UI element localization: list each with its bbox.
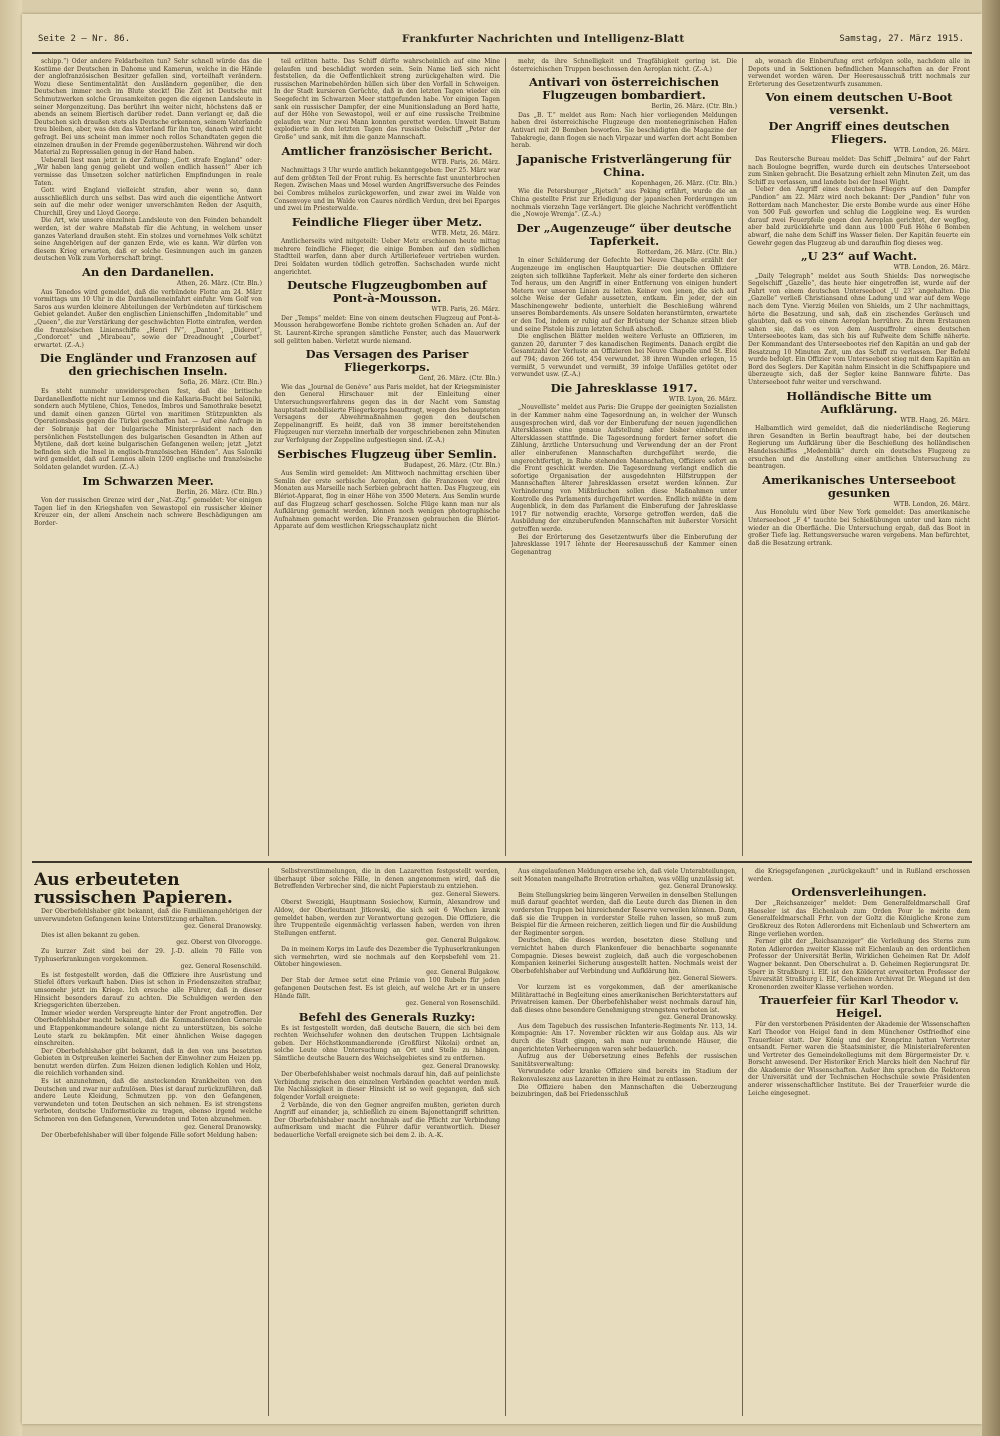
dateline: Athen, 26. März. (Ctr. Bln.) (176, 280, 262, 288)
article-paragraph: Aus eingelaufenen Meldungen ersehe ich, daß viele Unterabteilungen, seit Monaten mangelhafte Brotration erhalten, was völlig unzulässig ist. (511, 868, 737, 883)
article-headline: Ordensverleihungen. (791, 885, 927, 900)
article-headline: Die Engländer und Franzosen auf den griechischen Inseln. (39, 351, 257, 379)
dateline: gez. General Dranowsky. (659, 1014, 737, 1022)
article-paragraph: Der Stab der Armee setzt eine Prämie von 100 Rubeln für jeden gefangenen Deutschen fest. Es ist gleich, auf welche Art er in unsere Hände fällt. (274, 977, 500, 1000)
article-paragraph: Es ist anzunehmen, daß die ansteckenden Krankheiten von den Deutschen und zwar nur aufzulösen. Dies ist darauf zurückzuführen, daß andere Leute Kleidung, Schmutzen pp. von den Gefangenen, verwundeten und toten Deutschen an sich nehmen. Es ist strengstens verboten, deutsche Uniformstücke zu tragen, ebenso irgend welche Schmoren von den Gefangenen, Verwundeten und Toten abzunehmen. (34, 1078, 262, 1124)
article-headline: Der Angriff eines deutschen Fliegers. (768, 119, 950, 147)
section-rule (32, 861, 972, 863)
article-paragraph: „Nouvelliste“ meldet aus Paris: Die Gruppe der geeinigten Sozialisten in der Kammer nahm eine Tagesordnung an, in welcher der Wunsch ausgesprochen wird, daß vor der Einberufung der neuen jugendlichen Altersklassen eine genaue Aufstellung aller bisher einberufenen Altersklassen stattfinde. Die Tagesordnung fordert ferner sofort die Zählung, ärztliche Untersuchung und Verwendung der an der Front aller einberufenen Mannschaften durchgeführt werde, die ungerechtfertigt, in Ruhe stehenden Mannschaften, Offiziere sofort an die Front geschickt werden. Die Tagesordnung verlangt endlich die sofortige Organisation der ausgedehnten Hilfstruppen der Mannschaften älterer Jahresklassen ersetzt werden können. Zur Verhinderung von Mißbräuchen sollen diese Maßnahmen unter Kontrolle des Parlaments durchgeführt werden. Endlich müßte in dem Augenblick, in dem das Parlament die Einberufung der Jahresklasse 1917 für notwendig erachte, Vorsorge getroffen werden, daß die Ausbildung der einzuberufenden Mannschaften mit äußerster Vorsicht getroffen werde. (511, 404, 737, 533)
article-headline: Im Schwarzen Meer. (82, 473, 214, 488)
article-paragraph: ab, wonach die Einberufung erst erfolgen solle, nachdem alle in Depots und in Sektionen befindlichen Mannschaften an der Front verwendet worden wären. Der Heeresausschuß tritt nochmals zur Erörterung des Gesetzentwurfs zusammen. (748, 58, 970, 88)
dateline: gez. General Dranowsky. (184, 923, 262, 931)
article-headline: Aus erbeuteten russischen Papieren. (34, 870, 233, 908)
column-1 (34, 58, 262, 858)
dateline: gez. General Bulgakow. (426, 968, 500, 976)
article-paragraph: Aus dem Tagebuch des russischen Infanterie-Regiments Nr. 113, 14. Kompagnie: Am 17. November rückten wir aus Goldap aus. Als wir durch die Stadt gingen, sah man nur brennende Häuser, die angerichteten Verheerungen waren sehr bedauerlich. (511, 1022, 737, 1053)
dateline: gez. General Siewers. (431, 890, 500, 898)
dateline: gez. General Siewers. (668, 975, 737, 983)
column-4 (748, 58, 970, 858)
newspaper-page (22, 14, 982, 1424)
dateline: Berlin, 26. März. (Ctr. Bln.) (176, 488, 262, 496)
article-paragraph: In einer Schilderung der Gefechte bei Neuve Chapelle erzählt der Augenzeuge im englischen Hauptquartier: Die deutschen Offiziere zeigten sich tollkühne Tapferkeit. Mehr als einer forderte den sicheren Tod heraus, um den Angriff in einer Entfernung von einigen hundert Metern vor unseren Linien zu leiten. Keiner von jenen, die sich auf solche Weise der Gefahr aussetzten, entkam. Ein jeder, der ein Maschinengewehr bediente, unterhielt die Beschießung während unseres Bombardements. Als unsere Soldaten heranstürmten, erwartete er den Tod, indem er ruhig auf der Brüstung der Schanze sitzen blieb und seine Pistole bis zum letzten Schuß abschoß. (511, 257, 737, 333)
article-headline: Trauerfeier für Karl Theodor v. Heigel. (759, 993, 959, 1021)
article-paragraph: Zu kurzer Zeit sind bei der 29. J.-D. allein 70 Fälle von Typhuserkrankungen vorgekommen. (34, 947, 262, 963)
article-paragraph: Aus Semlin wird gemeldet: Am Mittwoch nachmittag erschien über Semlin der erste serbische Aeroplan, den die Franzosen vor drei Monaten aus Marseille nach Serbien gebracht hatten. Das Flugzeug, ein Blériot-Apparat, flog in einer Höhe von 3500 Metern. Aus Semlin wurde auf das Flugzeug scharf geschossen. Solche Flüge kann man nur als Aufklärung gemacht werden, können noch wenigen photographische Aufnahmen gemacht werden. Die Franzosen gebrauchen die Blériot-Apparate auf dem westlichen Kriegsschauplatz nicht (274, 470, 500, 531)
article-paragraph: Amtlicherseits wird mitgeteilt: Ueber Metz erschienen heute mittag mehrere feindliche Flieger, die einige Bomben auf den südlichen Stadtteil warfen, dann aber durch Artilleriefeuer vertrieben wurden. Drei Soldaten wurden tödlich getroffen. Sachschaden wurde nicht angerichtet. (274, 238, 500, 276)
lower-column-1 (34, 868, 262, 1418)
dateline: Genf, 26. März. (Ctr. Bln.) (418, 375, 500, 383)
article-paragraph: Ferner gibt der „Reichsanzeiger“ die Verleihung des Sterns zum Roten Adlerorden zweiter Klasse mit Eichenlaub an den ordentlichen Professor der Universität Berlin, Wirklichen Geheimen Rat Dr. Adolf Wagner bekannt. Den Oberschulrat a. D. Geheimen Regierungsrat Dr. Sperr in Straßburg i. Elf. ist den Kölderrat erweiterten Professor der Universität Straßburg i. Elf., Geheimen Archivrat Dr. Wiegand ist den Kronenorden zweiter Klasse verliehen worden. (748, 938, 970, 991)
article-paragraph: Das „B. T.“ meldet aus Rom: Nach hier vorliegenden Meldungen haben drei österreichische Flugzeuge den montenegrinischen Hafen Antivari mit 20 Bomben beworfen. Sie beschädigten die Magazine der Tabakregie, dann flogen sie nach Virpazar und warfen dort acht Bomben herab. (511, 111, 737, 150)
article-headline: An den Dardanellen. (81, 265, 215, 280)
article-paragraph: Der Oberbefehlshaber weist nochmals darauf hin, daß auf peinlichste Verbindung zwischen den einzelnen Verbänden geachtet werden muß. Die Nachlässigkeit in dieser Hinsicht ist so weit gegangen, daß sich folgender Vorfall ereignete: (274, 1071, 500, 1102)
column-divider (505, 868, 506, 1416)
dateline: Rotterdam, 26. März. (Ctr. Bln.) (636, 248, 737, 256)
article-paragraph: Es ist festgestellt worden, daß deutsche Bauern, die sich bei dem rechten Weichselufer wohnen den deutschen Truppen Lichtsignale geben. Der Höchstkommandierende (Großfürst Nikolai) ordnet an, solche Leute ohne Untersuchung an Ort und Stelle zu hängen. Sämtliche deutsche Bauern des Weichselgebietes sind zu entfernen. (274, 1024, 500, 1063)
article-paragraph: Aus Tenedos wird gemeldet, daß die verbündete Flotte am 24. März vormittags um 10 Uhr in die Dardanelleneinfahrt einfuhr. Vom Golf von Saros aus wurden kleinere Abteilungen der Verbündeten auf türkischem Gebiet gelandet. Außer den englischen Linienschiffen „Indomitable“ und „Queen“, die zur Verstärkung der geschwächten Flotte eintrafen, werden die französischen Linienschiffe „Henri IV“, „Danton“, „Diderot“, „Condorcet“ und „Mirabeau“, sowie der Dreadnought „Courbet“ erwartet. (Z.-A.) (34, 288, 262, 349)
article-headline: Befehl des Generals Ruzky: (298, 1009, 476, 1024)
issue-date: Samstag, 27. März 1915. (839, 34, 964, 44)
article-headline: Antivari von österreichischen Flugzeugen bombardiert. (528, 75, 720, 103)
article-paragraph: Ueber den Angriff eines deutschen Fliegers auf den Dampfer „Pandion“ am 22. März wird noch bekannt: Der „Pandion“ fuhr von Rotterdam nach Manchester. Die erste Bombe wurde aus einer Höhe von 500 Fuß geworfen und schlug die Loggleine weg. Es wurden darauf zwei Feuerpfeile gegen den Aeroplan gerichtet, der wegflog, aber bald zurückkehrte und dann aus 1000 Fuß Höhe 6 Bomben abwarf, die nahe dem Schiff ins Wasser fielen. Der Kapitän feuerte ein Gewehr gegen das Flugzeug ab und daraufhin flog dieses weg. (748, 186, 970, 247)
column-divider (742, 58, 743, 856)
article-headline: Japanische Fristverlängerung für China. (516, 151, 732, 179)
article-headline: Die Jahresklasse 1917. (550, 380, 698, 395)
article-paragraph: Immer wieder werden Verspreugte hinter der Front angetroffen. Der Oberbefehlshaber macht bekannt, daß die Kommandierenden Generale und Etappenkommandeure solange nicht zu unterstützen, bis solche Leute stark zu bekämpfen. Mit einer ähnlichen Weise dagegen einschreiten. (34, 1009, 262, 1048)
dateline: gez. General Dranowsky. (422, 1062, 500, 1070)
dateline: Budapest, 26. März. (Ctr. Bln.) (403, 461, 500, 469)
article-paragraph: Die Offiziere haben den Mannschaften die Ueberzeugung beizubringen, daß bei Friedensschluß (511, 1083, 737, 1099)
lower-column-3 (511, 868, 737, 1418)
article-paragraph: Dies ist allen bekannt zu geben. (41, 931, 140, 939)
dateline: WTB. Metz, 26. März. (431, 229, 500, 237)
dateline: WTB. Haag, 26. März. (900, 416, 970, 424)
article-paragraph: Verwundete oder kranke Offiziere sind bereits im Stadium der Rekonvaleszenz aus Lazaretten in ihre Heimat zu entlassen. (511, 1068, 737, 1084)
article-paragraph: Von der russischen Grenze wird der „Nat.-Ztg.“ gemeldet: Vor einigen Tagen lief in den Kriegshafen von Sewastopol ein russischer kleiner Kreuzer ein, der allem Anschein nach schwere Beschädigungen am Border- (34, 497, 262, 527)
dateline: gez. General Bulgakow. (426, 937, 500, 945)
dateline: gez. General Rosenschild. (180, 963, 262, 971)
article-paragraph: Die Art, wie unsere einzelnen Landsleute von den Feinden behandelt werden, ist der wahre Maßstab für die Achtung, in welchem unser ganzes Vaterland draußen steht. Ein stolzes und vornehmes Volk schützt seine Angehörigen auf der ganzen Erde, wie es kann. Wir dürfen von diesem Krieg erwarten, daß er solche Gesinnungen auch im ganzen deutschen Volk zum Vorherrschaft bringt. (34, 217, 262, 263)
article-headline: Von einem deutschen U-Boot versenkt. (765, 90, 953, 118)
article-paragraph: Für den verstorbenen Präsidenten der Akademie der Wissenschaften Karl Theodor von Heigel fand in dem Münchener Ostfriedhof eine Trauerfeier statt. Der König und der Kronprinz hatten Vertreter entsandt. Ferner waren die Staatsminister, die Ministerialreferenten und Vertreter des Gemeindekollegiums mit dem Bürgermeister Dr. v. Borscht anwesend. Der Historiker Erich Marcks hielt den Nachruf für die Akademie der Wissenschaften. Außer ihm sprachen die Rektoren der Universität und der Technischen Hochschule sowie Präsidenten anderer wissenschaftlicher Institute. Bei der Trauerfeier wurde die Leiche eingesegnet. (748, 1021, 970, 1097)
article-paragraph: Da in meinem Korps im Laufe des Dezember die Typhuserkrankungen sich vermehrten, wird sie nochmals auf den Korpsbefehl vom 21. Oktober hingewiesen. (274, 945, 500, 969)
dateline: gez. General Dranowsky. (184, 1123, 262, 1131)
article-headline: Der „Augenzeuge“ über deutsche Tapferkeit. (516, 220, 732, 248)
article-paragraph: Aufzug aus der Uebersetzung eines Befehls der russischen Sanitätsverwaltung: (511, 1053, 737, 1068)
article-paragraph: die Kriegsgefangenen „zurückgekauft“ und in Rußland erschossen werden. (748, 868, 970, 883)
binding-margin (0, 0, 22, 1436)
article-paragraph: Ueberall liest man jetzt in der Zeitung: „Gott strafe England“ oder: „Wir haben lang genug geliebt und wollen endlich hassen!“ Aber ich vermisse das Umsetzen solcher natürlichen Empfindungen in reale Taten. (34, 156, 262, 187)
lower-column-4 (748, 868, 970, 1418)
article-paragraph: Deutschen, die dieses werden, besetzten diese Stellung und vernichtet haben durch Flankenfeuer die benachbarte sogenannte Compagnie. Dieses beweist zugleich, daß auch die vorgeschobenen Kompanien keinerlei Sicherung ausgestellt hatten. Nochmals weist der Oberbefehlshaber auf Verbindung und Aufklärung hin. (511, 937, 737, 975)
article-paragraph: Es ist festgestellt worden, daß die Offiziere ihre Ausrüstung und Stiefel öfters verkauft haben. Dies ist schon in Friedenszeiten strafbar, umsomehr jetzt im Kriege. Ich ersuche alle Führer, daß in dieser Hinsicht besonders darauf zu achten. Die Schuldigen werden den Kriegsgerichten überzeben. (34, 971, 262, 1010)
article-paragraph: mehr, da ihre Schnelligkeit und Tragfähigkeit gering ist. Die österreichischen Truppen beschossen den Aeroplan nicht. (Z.-A.) (511, 58, 737, 73)
article-paragraph: schipp.“) Oder andere Feldarbeiten tun? Sehr schnell würde das die Kostüme der Deutschen in Dahome und Kamerun, welche in die Hände der anglofranzösischen Besitzer gefallen sind, vorteilhaft verändern. Wozu diese Sentimentalität den Ausländern gegenüber, die den Deutschen immer noch im Blute steckt! Die Zeit ist Deutsche mit Schmutzwerken solche Grausamkeiten gegen die eigenen Landsleute in seiner Morgenzeitung. Das berührt ihn weiter nicht, höchstens daß er abends an seinem Biertisch darüber redet. Dann verlangt er, daß die Deutschen sich draußen stets als Deutsche erkennen, seinem Vaterlande treu bleiben, aber, was den das Vaterland für ihn tue, danach wird nicht gefragt. Bei uns scheint man immer noch rollos Schandtaten gegen die einzelnen draußen in der Fremde gegenüberzustehen. Während wir doch Material zu Repressalien genug in der Hand haben. (34, 58, 262, 157)
dateline: WTB. Paris, 26. März. (431, 306, 500, 314)
dateline: gez. Oberst von Olvorogge. (176, 939, 262, 947)
article-headline: Serbisches Flugzeug über Semlin. (277, 446, 497, 461)
column-divider (742, 868, 743, 1416)
article-paragraph: Halbamtlich wird gemeldet, daß die niederländische Regierung ihren Gesandten in Berlin beauftragt habe, bei der deutschen Regierung um Aufklärung über die Beschießung des holländischen Handelsschiffes „Medemblik“ durch ein deutsches Flugzeug zu ersuchen und die Anstellung einer amtlichen Untersuchung zu beantragen. (748, 425, 970, 471)
column-3 (511, 58, 737, 858)
article-paragraph: Vor kurzem ist es vorgekommen, daß der amerikanische Militärattaché in Begleitung eines amerikanischen Berichterstatters auf Privatreisen kamen. Der Oberbefehlshaber weist nochmals darauf hin, daß dieses ohne besondere Genehmigung strengstens verboten ist. (511, 983, 737, 1014)
dateline: gez. General Dranowsky. (659, 883, 737, 891)
page-header (32, 30, 972, 50)
article-paragraph: Wie das „Journal de Genève“ aus Paris meldet, hat der Kriegsminister den General Hirschauer mit der Einleitung einer Untersuchungsverfahrens gegen das in der Nacht vom Samstag hauptstadt mobilisierte Fliegerkorps beauftragt, wegen des behaupteten Versagens der Abwehrmaßnahmen gegen den deutschen Zeppelinangriff. Es heißt, daß von 38 immer bereitstehenden Flugzeugen nur vierzehn innerhalb der vorgeschriebenen zehn Minuten zur Verfolgung der Zeppeline aufgestiegen sind. (Z.-A.) (274, 383, 500, 444)
article-paragraph: Es steht nunmehr unwidersprochen fest, daß die britische Dardanellenflotte nicht nur Lemnos und die Kalkaria-Bucht bei Saloniki, sondern auch Mytilene, Chios, Tenedos, Imbros und Samothrake besetzt und damit einen ganzen Gürtel von maritimen Stützpunkten als Operationsbasis gegen die Türkei geschaffen hat. — Auf eine Anfrage in der Sobranje hat der bulgarische Ministerpräsident nach den persönlichen Feststellungen des bulgarischen Gesandten in Athen auf Mytilene, daß dort keine bulgarischen Gefangenen weilen; jetzt „Jetzt befinden sich die Insel in englisch-französischen Händen“. Aus Saloniki wird gemeldet, daß auf Lemnos allein 1200 englische und französische Soldaten gelandet wurden. (Z.-A.) (34, 387, 262, 471)
column-divider (268, 58, 269, 856)
page-number: Seite 2 — Nr. 86. (38, 34, 131, 44)
article-headline: Feindliche Flieger über Metz. (291, 214, 483, 229)
article-paragraph: Das Reutersche Bureau meldet: Das Schiff „Delmira“ auf der Fahrt nach Boulogne begriffen, wurde durch ein deutsches Unterseeboot zum Sinken gebracht. Die Besatzung erhielt zehn Minuten Zeit, um das Schiff zu verlassen, und landete bei der Insel Wight. (748, 155, 970, 186)
article-paragraph: Der Oberbefehlshaber will über folgende Fälle sofort Meldung haben: (41, 1132, 258, 1140)
dateline: gez. General von Rosenschild. (405, 1000, 500, 1008)
article-paragraph: „Daily Telegraph“ meldet aus South Shields: Das norwegische Segelschiff „Gazelle“, das heute hier eingetroffen ist, wurde auf der Fahrt von einem deutschen Unterseeboot „U 23“ angehalten. Die „Gazelle“ verließ Christiansand ohne Ladung und war auf dem Wege nach dem Tyne. Vierzig Meilen von Shields, um 2 Uhr nachmittags, hörte die Besatzung, und sah, daß ein zischendes Geräusch und glaubten, daß es von einem Aeroplan herrühre. Zu ihrem Erstaunen sahen sie, daß es von dem Auspuffrohr eines deutschen Unterseebootes kam, das sich bis auf Rufweite dem Schiffe näherte. Der Kommandant des Unterseebootes rief den Kapitän an und gab der Besatzung 10 Minuten Zeit, um das Schiff zu verlassen. Der Befehl wurde befolgt. Ein Offizier vom Unterseeboot stieg mit dem Kapitän an Bord des Seglers. Der Kapitän nahm Einsicht in die Schiffspapiere und überzeugte sich, daß der Segler keine Bannware führte. Das Unterseeboot fuhr weiter und verschwand. (748, 272, 970, 386)
article-paragraph: Der „Temps“ meldet: Eine von einem deutschen Flugzeug auf Pont-à-Mousson herabgeworfene Bombe richtete großen Schaden an. Auf der St. Laurent-Kirche sprangen sämtliche Fenster, auch das Mauerwerk soll gelitten haben. Verletzt wurde niemand. (274, 314, 500, 345)
header-rule (32, 52, 972, 54)
article-paragraph: Gott wird England vielleicht strafen, aber wenn so, dann ausschließlich durch uns selbst. Das wird auch die eigentliche Antwort sein auf die mehr oder weniger unverschämten Reden der Asquith, Churchill, Grey und Lloyd George. (34, 187, 262, 217)
dateline: Kopenhagen, 26. März. (Ctr. Bln.) (631, 179, 737, 187)
article-paragraph: 2 Verbände, die von den Gegner angreifen mußten, gerieten durch Angriff auf einander, ja, schließlich zu einem Bajonettangriff schritten. Der Oberbefehlshaber macht nochmals auf die Pflicht zur Verbindung aufmerksam und macht die Führer dafür verantwortlich. Dieser bedauerliche Vorfall ereignete sich bei dem 2. ib. A.-K. (274, 1101, 500, 1139)
dateline: WTB. London, 26. März. (893, 500, 970, 508)
article-headline: Amtlicher französischer Bericht. (281, 143, 493, 158)
dateline: WTB. Lyon, 26. März. (668, 395, 737, 403)
article-paragraph: Bei der Erörterung des Gesetzentwurfs über die Einberufung der Jahresklasse 1917 lehnte der Heeresausschuß der Kammer einen Gegenantrag (511, 533, 737, 556)
article-paragraph: Die englischen Blätter melden weitere Verluste an Offizieren, im ganzen 20, darunter 7 des kanadischen Regiments. Danach ergibt die Gesamtzahl der Verluste an Offizieren bei Neuve Chapelle und St. Eloi auf 794; davon 266 tot, 454 verwundet. 38 ihren Wunden erlegen, 15 vermißt, 5 verwundet und vermißt, 39 infolge Unfälles getötet oder verwundet usw. (Z.-A.) (511, 333, 737, 379)
dateline: WTB. London, 26. März. (893, 147, 970, 155)
article-paragraph: Selbstverstümmelungen, die in den Lazaretten festgestellt werden, überhaupt über solche Fälle, in denen angenommen wird, daß die Betreffenden Verbrecher sind, die nicht Papierstaub zu entziehen. (274, 868, 500, 891)
article-paragraph: Wie die Petersburger „Rjetsch“ aus Peking erfährt, wurde die an China gestellte Frist zur Erledigung der japanischen Forderungen um nochmals vierzehn Tage verlängert. Die gleiche Nachricht veröffentlicht die „Nowoje Wremja“. (Z.-A.) (511, 188, 737, 219)
article-paragraph: Beim Stellungskrieg beim längeren Verweilen in denselben Stellungen muß darauf geachtet werden, daß die Leute durch das Dienen in den vordersten Truppen bei hinreichender Reserve verweilen können. Dann, daß sie die Truppen in vorderster Stelle ruhen lassen, so muß zum Beispiel für die Armeen reicheren, zeitlich liegen und für die Ausbildung der Regimenter sorgen. (511, 891, 737, 937)
article-headline: Das Versagen des Pariser Fliegerkorps. (305, 347, 469, 375)
article-headline: Deutsche Flugzeugbomben auf Pont-à-Mousson. (287, 278, 487, 306)
article-headline: Holländische Bitte um Aufklärung. (786, 388, 932, 416)
column-divider (268, 868, 269, 1416)
article-paragraph: Oberst Swezigki, Hauptmann Sosiechow, Kurmin, Alexandrow und Aldow, der Oberleutnant Jitkowski, die sich seit 6 Wochen krank gemeldet haben, werden zur Verantwortung gezogen. Die Offiziere, die ihre Truppenteile eigenmächtig verlassen haben, werden von ihren Stellungen entfernt. (274, 899, 500, 937)
dateline: WTB. London, 26. März. (893, 264, 970, 272)
dateline: Sofia, 26. März. (Ctr. Bln.) (179, 379, 262, 387)
dateline: WTB. Paris, 26. März. (431, 158, 500, 166)
dateline: Berlin, 26. März. (Ctr. Bln.) (651, 103, 737, 111)
article-paragraph: Der Oberbefehlshaber gibt bekannt, daß die Familienangehörigen der unverwundeten Gefangenen keine Unterstützung erhalten. (34, 908, 262, 923)
article-paragraph: Aus Honolulu wird über New York gemeldet: Das amerikanische Unterseeboot „F 4“ tauchte bei Schießübungen unter und kam nicht wieder an die Oberfläche. Die Untersuchung ergab, daß das Boot in großer Tiefe lag. Rettungsversuche waren vergebens. Man befürchtet, daß die Besatzung ertrank. (748, 509, 970, 547)
article-paragraph: Nachmittags 3 Uhr wurde amtlich bekanntgegeben: Der 25. März war auf dem größten Teil der Front ruhig. Es herrschte fast ununterbrochen Regen. Zwischen Maas und Mosel wurden Angriffsversuche des Feindes bei Combres mühelos zurückgeworfen, und zwar zwei im Walde von Consenvoye und im Walde von Caures nördlich Verdun, drei bei Eparges und zwei im Priesterwalde. (274, 167, 500, 213)
column-2 (274, 58, 500, 858)
lower-column-2 (274, 868, 500, 1418)
article-paragraph: Der „Reichsanzeiger“ meldet: Dem Generalfeldmarschall Graf Haeseler ist das Eichenlaub zum Orden Pour le mérite dem Generalfeldmarschall Frhr. von der Goltz die Königliche Krone zum Großkreuz des Roten Adlerordens mit Eichenlaub und Schwertern am Ringe verliehen worden. (748, 900, 970, 938)
newspaper-title: Frankfurter Nachrichten und Intelligenz-Blatt (402, 33, 685, 45)
article-paragraph: teil erlitten hatte. Das Schiff dürfte wahrscheinlich auf eine Mine gelaufen und beschädigt worden sein. Sein Name ließ sich nicht feststellen, da die Oeffentlichkeit streng zurückgehalten wird. Die russischen Marinebehörden hüllen sich über den Vorfall in Schweigen. In der Stadt kursieren Gerüchte, daß in den letzten Tagen wieder ein Seegefecht im Schwarzen Meer stattgefunden habe. Vor einigen Tagen sank ein russischer Dampfer, der eine Munitionsladung an Bord hatte, auf der Höhe von Sewastopol, weil er auf eine russische Treibmine gelaufen war. Nur zwei Mann konnten gerettet werden. Unweit Batum explodierte in den letzten Tagen das russische Oelschiff „Peter der Große“ und sank, mit ihm die ganze Mannschaft. (274, 58, 500, 141)
article-paragraph: Der Oberbefehlshaber gibt bekannt, daß in den von uns besetzten Gebieten in Ostpreußen keinerlei Sachen der Einwohner zum Heizen pp. benutzt werden dürfen. Zum Heizen dienen lediglich Kohlen und Holz, die reichlich vorhanden sind. (34, 1047, 262, 1078)
column-divider (505, 58, 506, 856)
article-headline: „U 23“ auf Wacht. (800, 249, 918, 264)
page-edge (982, 0, 1000, 1436)
article-headline: Amerikanisches Unterseeboot gesunken (762, 472, 956, 500)
